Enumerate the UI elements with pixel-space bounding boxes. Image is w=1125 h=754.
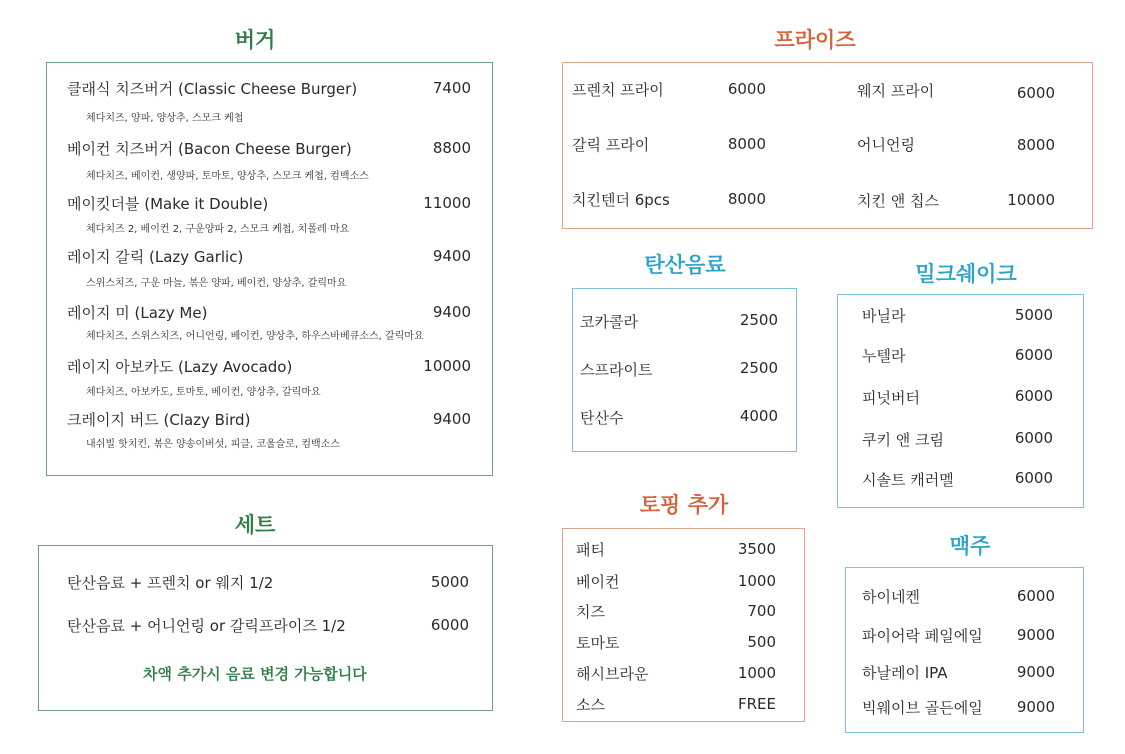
soda-item-name: 코카콜라 <box>580 313 638 331</box>
fries-item-name: 치킨텐더 6pcs <box>572 191 670 209</box>
topping-item-price: 500 <box>747 633 776 651</box>
fries-item-name: 프렌치 프라이 <box>572 81 664 99</box>
fries-item-price: 6000 <box>1016 84 1055 102</box>
beer-item-price: 6000 <box>1016 587 1055 605</box>
burger-item-desc: 체다치즈, 아보카도, 토마토, 베이컨, 양상추, 갈릭마요 <box>86 387 321 398</box>
soda-item-price: 4000 <box>739 407 778 425</box>
soda-section-title: 탄산음료 <box>644 253 726 277</box>
burger-item-name: 크레이지 버드 (Clazy Bird) <box>67 411 251 429</box>
fries-item-name: 치킨 앤 칩스 <box>857 192 939 210</box>
set-section-title: 세트 <box>234 513 276 537</box>
milkshake-item-price: 6000 <box>1014 469 1053 487</box>
beer-item-price: 9000 <box>1016 626 1055 644</box>
beer-item-name: 파이어락 페일에일 <box>862 627 983 645</box>
fries-item-price: 8000 <box>1016 136 1055 154</box>
burger-item-price: 8800 <box>432 139 471 157</box>
fries-item-price: 8000 <box>727 135 766 153</box>
soda-item-price: 2500 <box>739 359 778 377</box>
burger-item-desc: 체다치즈, 양파, 양상추, 스모크 케첩 <box>86 113 244 124</box>
burger-item-price: 9400 <box>432 303 471 321</box>
topping-item-name: 토마토 <box>576 634 620 652</box>
burger-section-title: 버거 <box>234 28 276 52</box>
burger-item-price: 9400 <box>432 247 471 265</box>
milkshake-item-price: 6000 <box>1014 346 1053 364</box>
beer-item-price: 9000 <box>1016 698 1055 716</box>
fries-item-price: 10000 <box>1007 191 1055 209</box>
milkshake-item-name: 시솔트 캐러멜 <box>862 471 954 489</box>
milkshake-item-price: 6000 <box>1014 429 1053 447</box>
fries-item-name: 웨지 프라이 <box>857 82 935 100</box>
set-item-price: 5000 <box>430 573 469 591</box>
fries-item-price: 8000 <box>727 190 766 208</box>
topping-item-price: 1000 <box>737 664 776 682</box>
burger-item-price: 9400 <box>432 410 471 428</box>
fries-item-price: 6000 <box>727 80 766 98</box>
milkshake-item-price: 6000 <box>1014 387 1053 405</box>
burger-item-desc: 체다치즈, 베이컨, 생양파, 토마토, 양상추, 스모크 케첩, 컴백소스 <box>86 171 369 182</box>
topping-item-name: 해시브라운 <box>576 665 649 683</box>
set-note: 차액 추가시 음료 변경 가능합니다 <box>143 665 367 683</box>
milkshake-item-name: 누텔라 <box>862 347 906 365</box>
set-item-name: 탄산음료 + 프렌치 or 웨지 1/2 <box>67 574 274 592</box>
fries-item-name: 어니언링 <box>857 136 915 154</box>
topping-section-title: 토핑 추가 <box>639 493 729 517</box>
burger-item-name: 메이킷더블 (Make it Double) <box>67 195 269 213</box>
burger-item-name: 베이컨 치즈버거 (Bacon Cheese Burger) <box>67 140 352 158</box>
topping-item-price: 3500 <box>737 540 776 558</box>
soda-item-name: 스프라이트 <box>580 361 653 379</box>
beer-item-price: 9000 <box>1016 663 1055 681</box>
fries-item-name: 갈릭 프라이 <box>572 136 650 154</box>
milkshake-item-name: 쿠키 앤 크림 <box>862 431 944 449</box>
topping-item-name: 소스 <box>576 696 605 714</box>
soda-item-price: 2500 <box>739 311 778 329</box>
set-item-price: 6000 <box>430 616 469 634</box>
topping-item-name: 베이컨 <box>576 573 620 591</box>
beer-item-name: 하이네켄 <box>862 588 920 606</box>
milkshake-item-price: 5000 <box>1014 306 1053 324</box>
fries-section-title: 프라이즈 <box>774 28 856 52</box>
topping-item-name: 치즈 <box>576 603 605 621</box>
burger-item-desc: 체다치즈, 스위스치즈, 어니언링, 베이컨, 양상추, 하우스바베큐소스, 갈릭마요 <box>86 331 424 342</box>
milkshake-item-name: 바닐라 <box>862 307 906 325</box>
burger-item-price: 7400 <box>432 79 471 97</box>
milkshake-item-name: 피넛버터 <box>862 389 920 407</box>
soda-item-name: 탄산수 <box>580 409 624 427</box>
beer-item-name: 하날레이 IPA <box>862 664 948 682</box>
beer-item-name: 빅웨이브 골든에일 <box>862 699 983 717</box>
topping-item-name: 패티 <box>576 541 605 559</box>
milkshake-section-title: 밀크쉐이크 <box>915 262 1017 286</box>
burger-item-desc: 체다치즈 2, 베이컨 2, 구운양파 2, 스모크 케첩, 치폴레 마요 <box>86 224 350 235</box>
burger-item-price: 10000 <box>423 357 471 375</box>
burger-item-desc: 내쉬빌 핫치킨, 볶은 양송이버섯, 피클, 코울슬로, 컴백소스 <box>86 439 340 450</box>
topping-item-price: 1000 <box>737 572 776 590</box>
burger-item-price: 11000 <box>423 194 471 212</box>
set-item-name: 탄산음료 + 어니언링 or 갈릭프라이즈 1/2 <box>67 617 346 635</box>
topping-item-price: FREE <box>737 695 776 713</box>
beer-section-title: 맥주 <box>949 534 991 558</box>
burger-item-name: 레이지 미 (Lazy Me) <box>67 304 208 322</box>
topping-item-price: 700 <box>747 602 776 620</box>
burger-item-name: 레이지 아보카도 (Lazy Avocado) <box>67 358 293 376</box>
burger-item-desc: 스위스치즈, 구운 마늘, 볶은 양파, 베이컨, 양상추, 갈릭마요 <box>86 278 347 289</box>
burger-item-name: 레이지 갈릭 (Lazy Garlic) <box>67 248 244 266</box>
burger-item-name: 클래식 치즈버거 (Classic Cheese Burger) <box>67 80 358 98</box>
